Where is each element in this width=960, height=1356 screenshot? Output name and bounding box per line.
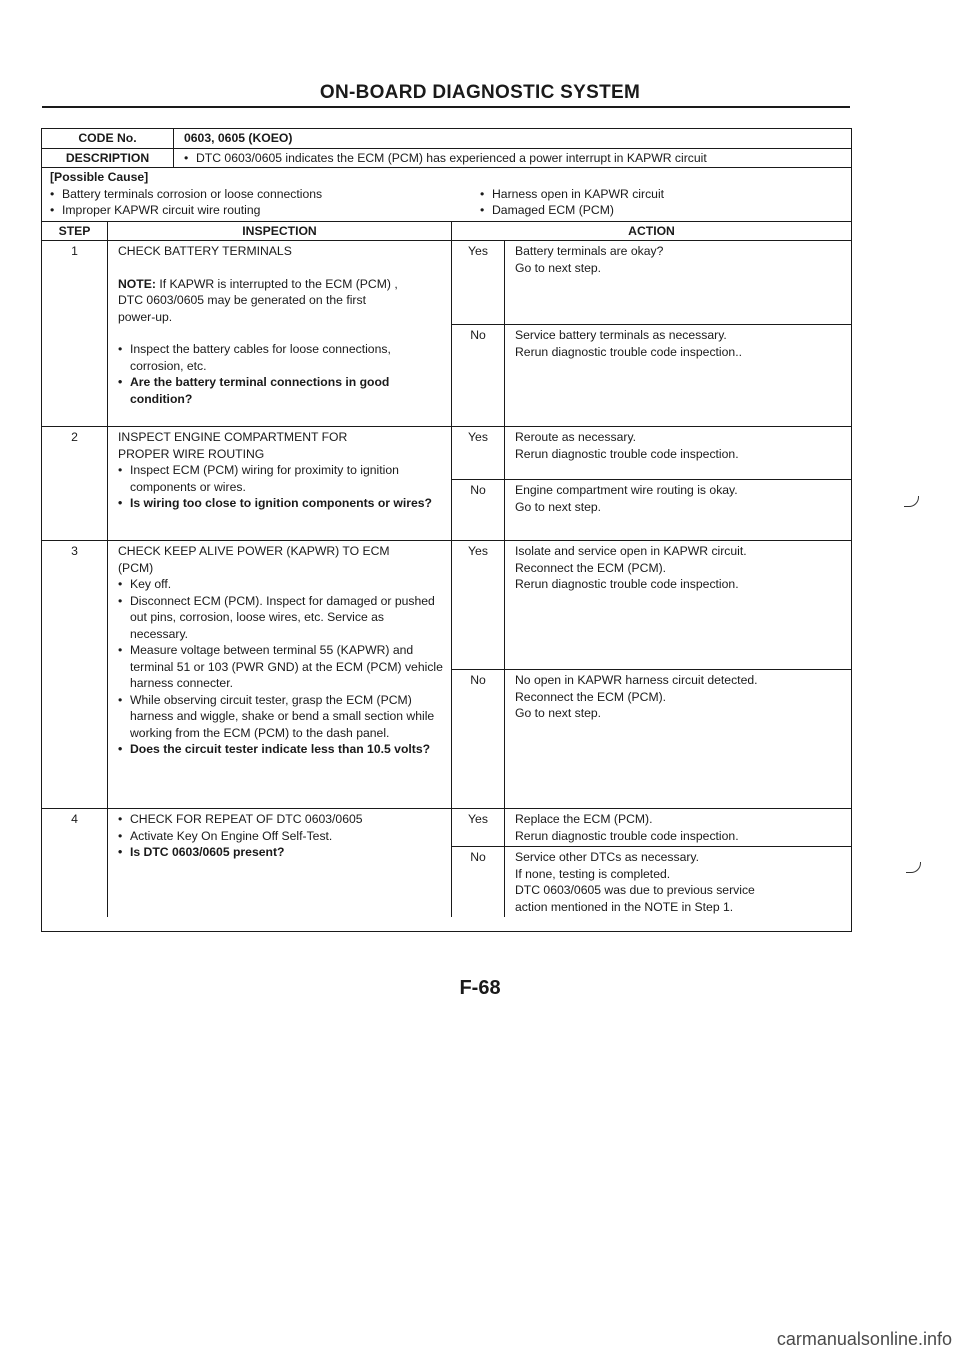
step-title: (PCM) <box>118 560 154 575</box>
no-label: No <box>452 480 505 540</box>
action-line: Battery terminals are okay? <box>515 244 664 258</box>
no-text <box>505 325 851 426</box>
step-title: PROPER WIRE ROUTING <box>118 446 265 461</box>
yes-text <box>505 541 851 669</box>
possible-cause-row <box>42 168 851 222</box>
inspection-question: • Are the battery terminal connections in good condition? <box>118 374 443 407</box>
yes-label: Yes <box>452 427 505 479</box>
code-value: 0603, 0605 (KOEO) <box>184 131 293 145</box>
inspection-bullet: • CHECK FOR REPEAT OF DTC 0603/0605 <box>118 811 443 828</box>
page-number: F-68 <box>459 977 501 999</box>
action-line: No open in KAPWR harness circuit detected. <box>515 673 758 687</box>
action-line: Rerun diagnostic trouble code inspection. <box>515 828 739 843</box>
step-number: 3 <box>42 541 108 808</box>
action-no <box>452 325 851 426</box>
diagnostic-table <box>41 128 852 932</box>
step-note <box>118 276 443 293</box>
action-line: Isolate and service open in KAPWR circuit. <box>515 544 747 558</box>
step-title: CHECK BATTERY TERMINALS <box>118 244 292 258</box>
yes-label: Yes <box>452 541 505 669</box>
step-action <box>452 541 851 808</box>
action-yes <box>452 427 851 480</box>
action-yes <box>452 809 851 847</box>
no-label: No <box>452 847 505 917</box>
page-title: ON-BOARD DIAGNOSTIC SYSTEM <box>319 82 641 103</box>
step-inspection <box>108 427 452 540</box>
code-row <box>42 129 851 149</box>
no-label: No <box>452 325 505 426</box>
cause-item: • Damaged ECM (PCM) <box>480 202 843 219</box>
action-line: Replace the ECM (PCM). <box>515 812 653 826</box>
inspection-bullet: • Inspect ECM (PCM) wiring for proximity to ignition components or wires. <box>118 462 443 495</box>
yes-label: Yes <box>452 809 505 846</box>
step-row-4 <box>42 809 851 917</box>
note-text: power-up. <box>118 309 173 324</box>
inspection-bullet: • Inspect the battery cables for loose connections, corrosion, etc. <box>118 341 443 374</box>
no-text <box>505 480 851 540</box>
header-rule <box>42 106 850 108</box>
cause-item: • Improper KAPWR circuit wire routing <box>50 202 472 219</box>
inspection-bullet: • Measure voltage between terminal 55 (KAPWR) and terminal 51 or 103 (PWR GND) at the ECM (PCM) vehicle harness connecter. <box>118 642 443 692</box>
inspection-question: • Is wiring too close to ignition components or wires? <box>118 495 443 512</box>
watermark: carmanualsonline.info <box>776 1329 952 1349</box>
action-line: DTC 0603/0605 was due to previous service <box>515 883 755 897</box>
action-line: Service battery terminals as necessary. <box>515 328 727 342</box>
action-line: Rerun diagnostic trouble code inspection. <box>515 446 739 461</box>
description-label: DESCRIPTION <box>42 149 174 168</box>
action-line: Reroute as necessary. <box>515 430 637 444</box>
description-text: • DTC 0603/0605 indicates the ECM (PCM) has experienced a power interrupt in KAPWR circuit <box>184 150 841 167</box>
step-number: 2 <box>42 427 108 540</box>
action-line: Engine compartment wire routing is okay. <box>515 483 738 497</box>
yes-label: Yes <box>452 241 505 324</box>
action-yes <box>452 541 851 670</box>
action-line: Rerun diagnostic trouble code inspection.. <box>515 344 742 359</box>
yes-text <box>505 427 851 479</box>
step-inspection <box>108 809 452 917</box>
possible-cause-list <box>50 186 843 219</box>
column-header-step: STEP <box>42 222 108 241</box>
column-header-inspection: INSPECTION <box>108 222 452 241</box>
inspection-bullet: • While observing circuit tester, grasp the ECM (PCM) harness and wiggle, shake or bend a small section while working from the ECM (PCM) to the dash panel. <box>118 692 443 742</box>
yes-text <box>505 241 851 324</box>
step-inspection <box>108 541 452 808</box>
cause-item: • Battery terminals corrosion or loose connections <box>50 186 472 203</box>
action-no <box>452 847 851 917</box>
action-line: Reconnect the ECM (PCM). <box>515 689 667 704</box>
inspection-bullet: • Activate Key On Engine Off Self-Test. <box>118 828 443 845</box>
step-inspection <box>108 241 452 426</box>
inspection-question: • Does the circuit tester indicate less than 10.5 volts? <box>118 741 443 758</box>
step-row-3 <box>42 541 851 809</box>
inspection-question: • Is DTC 0603/0605 present? <box>118 844 443 861</box>
no-label: No <box>452 670 505 808</box>
action-line: Service other DTCs as necessary. <box>515 850 700 864</box>
action-line: Go to next step. <box>515 499 602 514</box>
column-header-action: ACTION <box>628 223 675 238</box>
possible-cause-title: [Possible Cause] <box>50 170 149 184</box>
action-no <box>452 480 851 540</box>
action-no <box>452 670 851 808</box>
step-number: 4 <box>42 809 108 917</box>
inspection-bullet: • Disconnect ECM (PCM). Inspect for damaged or pushed out pins, corrosion, loose wires, etc. Service as necessary. <box>118 593 443 643</box>
action-line: Go to next step. <box>515 706 602 720</box>
binding-mark <box>906 862 921 873</box>
action-line: Go to next step. <box>515 260 602 275</box>
yes-text <box>505 809 851 846</box>
cause-item: • Harness open in KAPWR circuit <box>480 186 843 203</box>
step-row-1 <box>42 241 851 427</box>
action-line: action mentioned in the NOTE in Step 1. <box>515 899 734 914</box>
action-line: Reconnect the ECM (PCM). <box>515 560 667 575</box>
no-text <box>505 670 851 808</box>
column-header-row <box>42 222 851 242</box>
description-value <box>174 149 851 168</box>
inspection-bullet: • Key off. <box>118 576 443 593</box>
code-label: CODE No. <box>42 129 174 148</box>
description-row <box>42 149 851 169</box>
step-action <box>452 809 851 917</box>
step-title: INSPECT ENGINE COMPARTMENT FOR <box>118 430 348 444</box>
step-action <box>452 241 851 426</box>
step-title: CHECK KEEP ALIVE POWER (KAPWR) TO ECM <box>118 544 390 558</box>
step-action <box>452 427 851 540</box>
action-line: If none, testing is completed. <box>515 866 671 881</box>
binding-mark <box>904 496 919 507</box>
note-text: DTC 0603/0605 may be generated on the first <box>118 293 366 307</box>
note-text: If KAPWR is interrupted to the ECM (PCM) , <box>159 276 398 291</box>
step-row-2 <box>42 427 851 541</box>
action-line: Rerun diagnostic trouble code inspection. <box>515 577 739 591</box>
step-number: 1 <box>42 241 108 426</box>
action-yes <box>452 241 851 325</box>
no-text <box>505 847 851 917</box>
note-label: NOTE: <box>118 276 156 291</box>
